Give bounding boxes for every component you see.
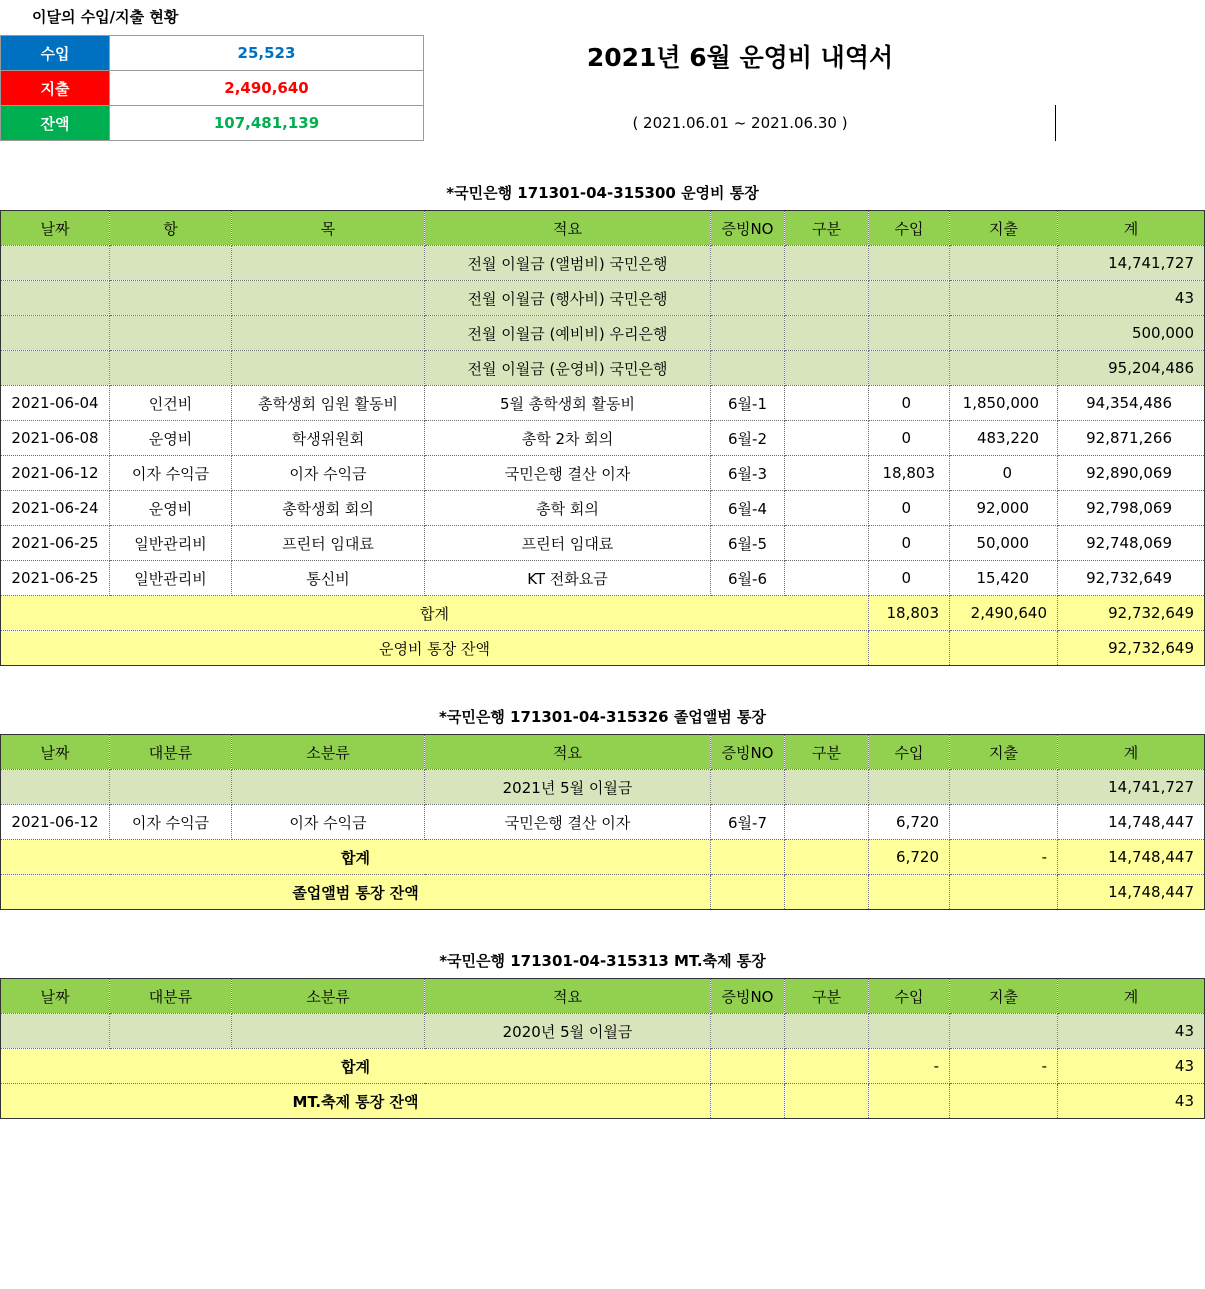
- carry-row: [1, 281, 1205, 316]
- cell-expense: 483,220: [950, 421, 1058, 456]
- sum-expense: 2,490,640: [950, 596, 1058, 631]
- cell-income: 18,803: [869, 456, 950, 491]
- table-row: [1, 805, 1205, 840]
- carry-total: 14,741,727: [1058, 246, 1205, 281]
- cell-type: [785, 805, 869, 840]
- carry-row: [1, 770, 1205, 805]
- header-desc: 적요: [425, 211, 711, 246]
- sum-total: 14,748,447: [1058, 840, 1205, 875]
- summary-title: 이달의 수입/지출 현황: [32, 8, 179, 26]
- cell-proof: 6월-6: [711, 561, 785, 596]
- cell-date: 2021-06-25: [1, 561, 110, 596]
- cell-proof: 6월-2: [711, 421, 785, 456]
- header-subcategory: 소분류: [232, 979, 425, 1014]
- cell-subitem: 이자 수익금: [232, 805, 425, 840]
- section3-table: [0, 978, 1205, 1119]
- header-subcategory: 소분류: [232, 735, 425, 770]
- cell-item: 운영비: [110, 421, 232, 456]
- header-date: 날짜: [1, 979, 110, 1014]
- cell-item: 일반관리비: [110, 561, 232, 596]
- carry-total: 500,000: [1058, 316, 1205, 351]
- cell-subitem: 총학생회 회의: [232, 491, 425, 526]
- sum-total: 92,732,649: [1058, 596, 1205, 631]
- cell-total: 92,871,266: [1058, 421, 1205, 456]
- sum-income: -: [869, 1049, 950, 1084]
- cell-type: [785, 386, 869, 421]
- cell-income: 6,720: [869, 805, 950, 840]
- header-income: 수입: [869, 211, 950, 246]
- cell-total: 92,890,069: [1058, 456, 1205, 491]
- cell-total: 92,798,069: [1058, 491, 1205, 526]
- section2-title: *국민은행 171301-04-315326 졸업앨범 통장: [439, 708, 766, 726]
- carry-row: [1, 1014, 1205, 1049]
- cell-proof: 6월-7: [711, 805, 785, 840]
- summary-expense-label: 지출: [1, 71, 110, 106]
- header-date: 날짜: [1, 735, 110, 770]
- carry-total: 14,741,727: [1058, 770, 1205, 805]
- sum-expense: -: [950, 840, 1058, 875]
- sum-label: 합계: [1, 1049, 711, 1084]
- cell-subitem: 통신비: [232, 561, 425, 596]
- header-income: 수입: [869, 735, 950, 770]
- summary-balance-label: 잔액: [1, 106, 110, 141]
- section3-header-row: [1, 979, 1205, 1014]
- header-type: 구분: [785, 211, 869, 246]
- section1-table: [0, 210, 1205, 666]
- carry-desc: 전월 이월금 (앨범비) 국민은행: [425, 246, 711, 281]
- section1-header-row: [1, 211, 1205, 246]
- carry-row: [1, 246, 1205, 281]
- balance-row: [1, 875, 1205, 910]
- cell-income: 0: [869, 421, 950, 456]
- cell-item: 이자 수익금: [110, 456, 232, 491]
- cell-desc: 총학 회의: [425, 491, 711, 526]
- header-category: 대분류: [110, 979, 232, 1014]
- cell-date: 2021-06-08: [1, 421, 110, 456]
- cell-desc: 프린터 임대료: [425, 526, 711, 561]
- table-row: [1, 491, 1205, 526]
- summary-income-value: 25,523: [110, 36, 424, 71]
- header-proof: 증빙NO: [711, 211, 785, 246]
- balance-label: 졸업앨범 통장 잔액: [1, 875, 711, 910]
- sum-expense: -: [950, 1049, 1058, 1084]
- cell-expense: 50,000: [950, 526, 1058, 561]
- summary-balance-value: 107,481,139: [110, 106, 424, 141]
- cell-income: 0: [869, 386, 950, 421]
- carry-total: 43: [1058, 281, 1205, 316]
- carry-desc: 2020년 5월 이월금: [425, 1014, 711, 1049]
- cell-proof: 6월-3: [711, 456, 785, 491]
- cell-expense: 92,000: [950, 491, 1058, 526]
- summary-income-label: 수입: [1, 36, 110, 71]
- cell-proof: 6월-5: [711, 526, 785, 561]
- table-row: [1, 421, 1205, 456]
- cell-type: [785, 421, 869, 456]
- sum-income: 6,720: [869, 840, 950, 875]
- cell-proof: 6월-4: [711, 491, 785, 526]
- table-row: [1, 386, 1205, 421]
- sum-label: 합계: [1, 840, 711, 875]
- cell-item: 이자 수익금: [110, 805, 232, 840]
- balance-row: [1, 631, 1205, 666]
- header-desc: 적요: [425, 735, 711, 770]
- header-subitem: 목: [232, 211, 425, 246]
- header-date: 날짜: [1, 211, 110, 246]
- cell-subitem: 총학생회 임원 활동비: [232, 386, 425, 421]
- cell-proof: 6월-1: [711, 386, 785, 421]
- table-row: [1, 456, 1205, 491]
- sum-row: [1, 840, 1205, 875]
- cell-item: 인건비: [110, 386, 232, 421]
- carry-total: 43: [1058, 1014, 1205, 1049]
- carry-row: [1, 316, 1205, 351]
- balance-row: [1, 1084, 1205, 1119]
- header-desc: 적요: [425, 979, 711, 1014]
- section2-header-row: [1, 735, 1205, 770]
- header-expense: 지출: [950, 735, 1058, 770]
- carry-desc: 전월 이월금 (운영비) 국민은행: [425, 351, 711, 386]
- header-category: 대분류: [110, 735, 232, 770]
- section2-table: [0, 734, 1205, 910]
- cell-income: 0: [869, 526, 950, 561]
- cell-type: [785, 526, 869, 561]
- table-row: [1, 526, 1205, 561]
- carry-desc: 2021년 5월 이월금: [425, 770, 711, 805]
- header-expense: 지출: [950, 979, 1058, 1014]
- header-expense: 지출: [950, 211, 1058, 246]
- cell-expense: [950, 805, 1058, 840]
- header-proof: 증빙NO: [711, 735, 785, 770]
- cell-item: 운영비: [110, 491, 232, 526]
- header-total: 계: [1058, 211, 1205, 246]
- cell-subitem: 프린터 임대료: [232, 526, 425, 561]
- cell-item: 일반관리비: [110, 526, 232, 561]
- cell-income: 0: [869, 561, 950, 596]
- balance-label: MT.축제 통장 잔액: [1, 1084, 711, 1119]
- carry-desc: 전월 이월금 (행사비) 국민은행: [425, 281, 711, 316]
- cell-total: 14,748,447: [1058, 805, 1205, 840]
- cell-total: 94,354,486: [1058, 386, 1205, 421]
- cell-expense: 1,850,000: [950, 386, 1058, 421]
- sum-income: 18,803: [869, 596, 950, 631]
- carry-total: 95,204,486: [1058, 351, 1205, 386]
- cell-desc: 국민은행 결산 이자: [425, 456, 711, 491]
- header-total: 계: [1058, 979, 1205, 1014]
- cell-subitem: 학생위원회: [232, 421, 425, 456]
- cell-desc: 총학 2차 회의: [425, 421, 711, 456]
- summary-row-expense: [1, 71, 424, 106]
- document-title: 2021년 6월 운영비 내역서: [586, 43, 894, 72]
- header-type: 구분: [785, 979, 869, 1014]
- section1-title: *국민은행 171301-04-315300 운영비 통장: [446, 184, 759, 202]
- summary-row-balance: [1, 106, 424, 141]
- header-proof: 증빙NO: [711, 979, 785, 1014]
- header-total: 계: [1058, 735, 1205, 770]
- cell-subitem: 이자 수익금: [232, 456, 425, 491]
- carry-desc: 전월 이월금 (예비비) 우리은행: [425, 316, 711, 351]
- balance-total: 92,732,649: [1058, 631, 1205, 666]
- sum-row: [1, 596, 1205, 631]
- sum-label: 합계: [1, 596, 869, 631]
- balance-total: 43: [1058, 1084, 1205, 1119]
- summary-expense-value: 2,490,640: [110, 71, 424, 106]
- cell-date: 2021-06-24: [1, 491, 110, 526]
- header-item: 항: [110, 211, 232, 246]
- cell-total: 92,748,069: [1058, 526, 1205, 561]
- cell-date: 2021-06-12: [1, 456, 110, 491]
- document-period: ( 2021.06.01 ~ 2021.06.30 ): [632, 114, 848, 132]
- sum-row: [1, 1049, 1205, 1084]
- cell-desc: 5월 총학생회 활동비: [425, 386, 711, 421]
- cell-desc: 국민은행 결산 이자: [425, 805, 711, 840]
- carry-row: [1, 351, 1205, 386]
- table-row: [1, 561, 1205, 596]
- summary-row-income: [1, 36, 424, 71]
- sum-total: 43: [1058, 1049, 1205, 1084]
- cell-desc: KT 전화요금: [425, 561, 711, 596]
- cell-expense: 15,420: [950, 561, 1058, 596]
- cell-date: 2021-06-25: [1, 526, 110, 561]
- cell-income: 0: [869, 491, 950, 526]
- section3-title: *국민은행 171301-04-315313 MT.축제 통장: [439, 952, 766, 970]
- title-divider: [1055, 105, 1056, 141]
- cell-total: 92,732,649: [1058, 561, 1205, 596]
- cell-date: 2021-06-12: [1, 805, 110, 840]
- header-income: 수입: [869, 979, 950, 1014]
- cell-expense: 0: [950, 456, 1058, 491]
- header-type: 구분: [785, 735, 869, 770]
- cell-date: 2021-06-04: [1, 386, 110, 421]
- cell-type: [785, 456, 869, 491]
- balance-label: 운영비 통장 잔액: [1, 631, 869, 666]
- balance-total: 14,748,447: [1058, 875, 1205, 910]
- summary-table: [0, 35, 424, 141]
- cell-type: [785, 561, 869, 596]
- cell-type: [785, 491, 869, 526]
